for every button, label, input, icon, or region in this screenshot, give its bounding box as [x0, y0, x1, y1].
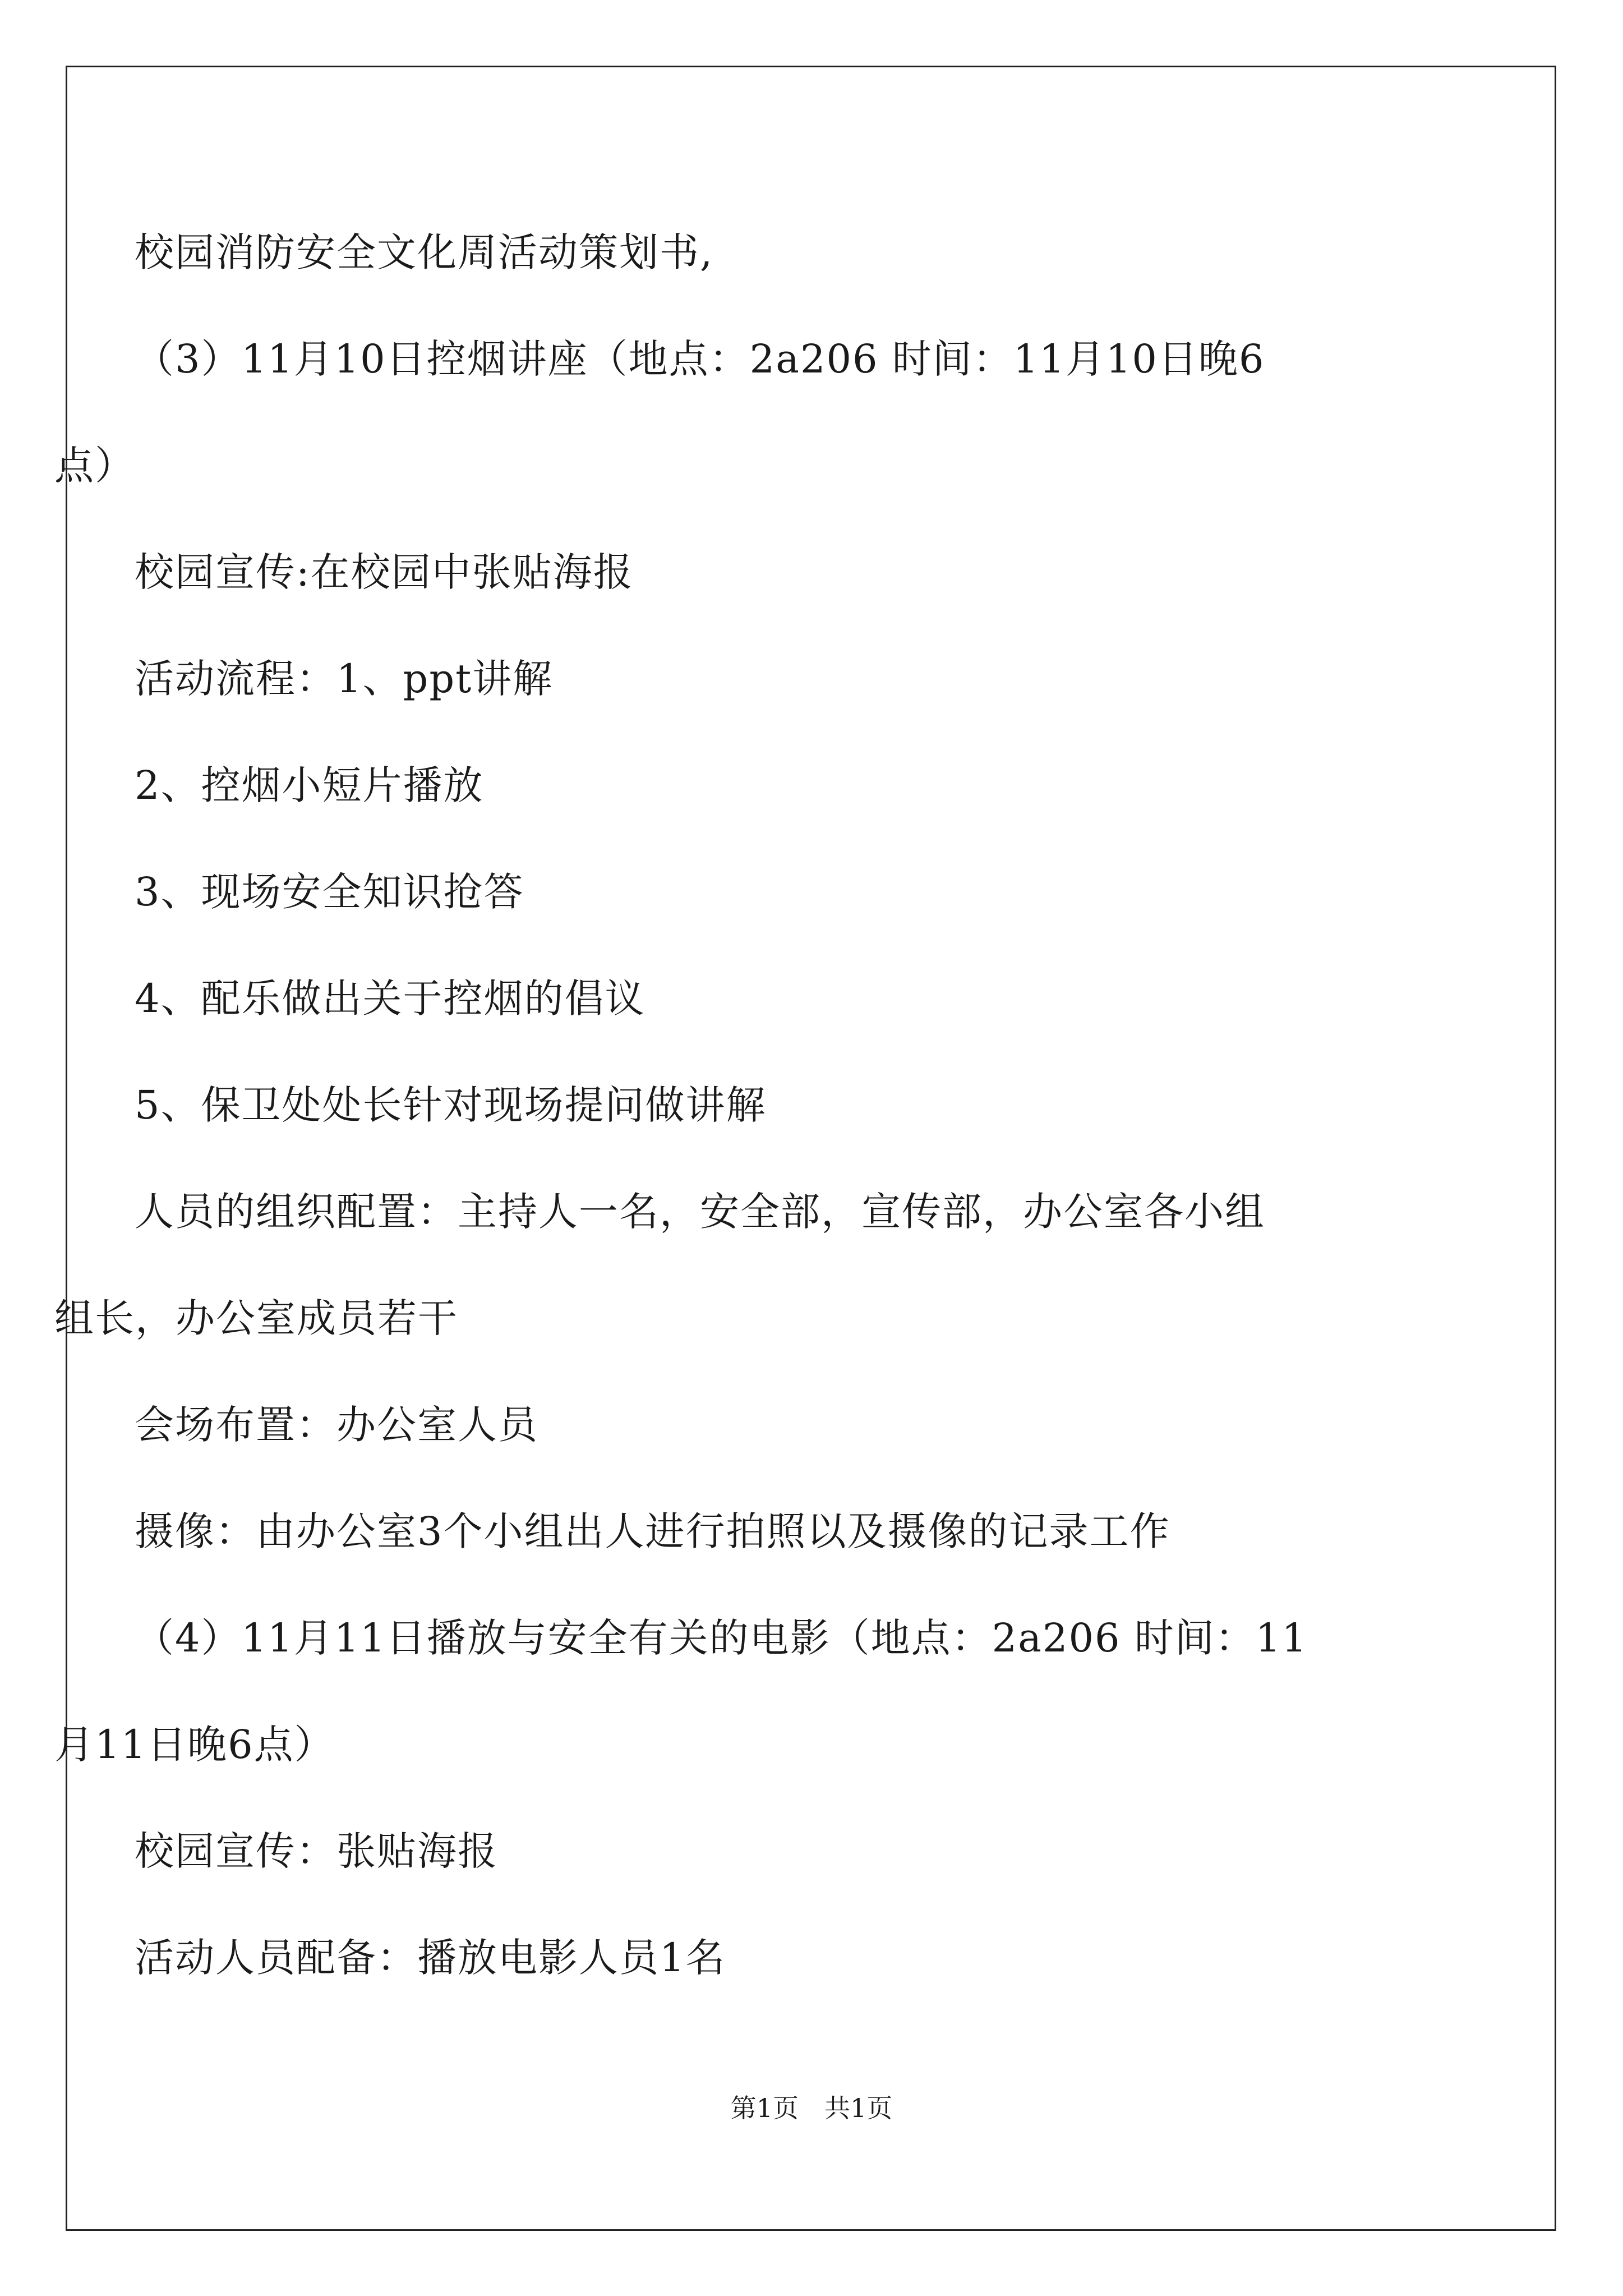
text-line-cont: 组长，办公室成员若干	[54, 1295, 458, 1341]
text-line-item4: （4）11月11日播放与安全有关的电影（地点：2a206 时间：11	[135, 1615, 1308, 1661]
text-line: 校园宣传：张贴海报	[135, 1828, 498, 1874]
text-line: 活动人员配备：播放电影人员1名	[135, 1935, 726, 1981]
page-border	[66, 66, 1556, 2231]
text-line: 会场布置：办公室人员	[135, 1402, 538, 1448]
text-line: 校园宣传:在校园中张贴海报	[135, 549, 634, 595]
text-line: 人员的组织配置：主持人一名，安全部，宣传部，办公室各小组	[135, 1189, 1265, 1235]
text-line: 活动流程：1、ppt讲解	[135, 656, 554, 702]
text-line: 2、控烟小短片播放	[135, 762, 484, 808]
text-line: 5、保卫处处长针对现场提问做讲解	[135, 1082, 767, 1128]
text-line-title: 校园消防安全文化周活动策划书,	[135, 229, 714, 275]
page-number-footer: 第1页 共1页	[730, 2093, 893, 2123]
text-line-item3-cont: 点）	[54, 443, 135, 489]
text-line: 4、配乐做出关于控烟的倡议	[135, 976, 645, 1022]
text-line-item4-cont: 月11日晚6点）	[54, 1722, 335, 1768]
text-line: 摄像：由办公室3个小组出人进行拍照以及摄像的记录工作	[135, 1508, 1170, 1554]
text-line: 3、现场安全知识抢答	[135, 869, 524, 915]
text-line-item3: （3）11月10日控烟讲座（地点：2a206 时间：11月10日晚6	[135, 336, 1265, 382]
